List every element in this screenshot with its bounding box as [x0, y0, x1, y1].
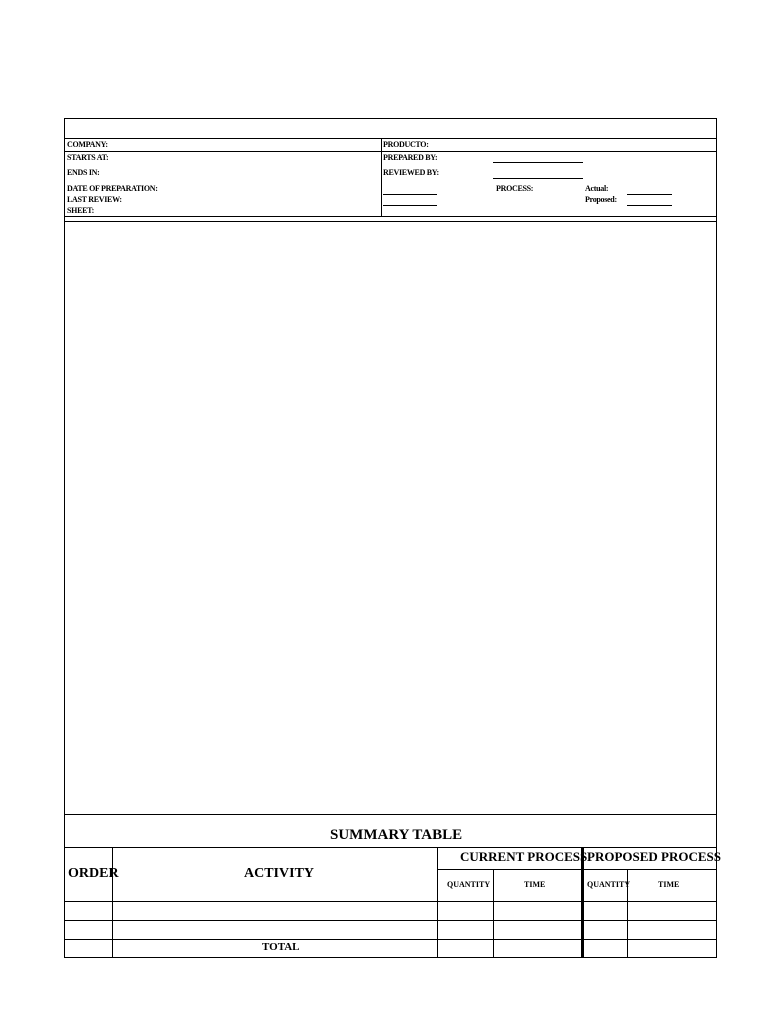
row-1-current-time-cell[interactable]: [494, 902, 580, 919]
last-review-label: LAST REVIEW:: [67, 195, 122, 204]
prepared-by-label: PREPARED BY:: [383, 153, 438, 162]
summary-title-divider: [64, 847, 717, 848]
current-process-header: CURRENT PROCESS: [460, 849, 588, 864]
total-label: TOTAL: [262, 941, 300, 953]
diagram-area-bottom: [64, 814, 717, 815]
last-review-field[interactable]: [383, 205, 437, 206]
proposed-label: Proposed:: [585, 195, 617, 204]
current-quantity-header: QUANTITY: [447, 880, 491, 889]
process-label: PROCESS:: [496, 184, 534, 193]
summary-row-divider-2: [64, 939, 717, 940]
reviewed-by-label: REVIEWED BY:: [383, 168, 439, 177]
summary-table-title: SUMMARY TABLE: [330, 827, 463, 843]
product-label: PRODUCTO:: [383, 140, 429, 149]
reviewed-by-field[interactable]: [493, 178, 583, 179]
row-1-activity-cell[interactable]: [113, 902, 436, 919]
proposed-field[interactable]: [627, 205, 672, 206]
starts-at-label: STARTS AT:: [67, 153, 109, 162]
row-2-proposed-quantity-cell[interactable]: [585, 921, 626, 938]
row-1-current-quantity-cell[interactable]: [438, 902, 492, 919]
row-2-proposed-time-cell[interactable]: [628, 921, 716, 938]
ends-in-label: ENDS IN:: [67, 168, 100, 177]
header-top-divider: [64, 138, 717, 139]
sheet-label: SHEET:: [67, 206, 94, 215]
process-subheader-divider: [437, 869, 717, 870]
current-process-header-cell: [438, 849, 588, 867]
row-1-proposed-time-cell[interactable]: [628, 902, 716, 919]
proposed-quantity-header: QUANTITY: [587, 880, 631, 889]
proposed-time-header: TIME: [658, 880, 680, 889]
row-2-order-cell[interactable]: [65, 921, 111, 938]
prepared-by-field[interactable]: [493, 162, 583, 163]
company-label: COMPANY:: [67, 140, 108, 149]
header-bottom-divider: [64, 216, 717, 217]
row-2-current-quantity-cell[interactable]: [438, 921, 492, 938]
header-bottom-divider-2: [64, 221, 717, 222]
header-column-divider: [381, 138, 382, 216]
row-2-activity-cell[interactable]: [113, 921, 436, 938]
date-of-preparation-label: DATE OF PREPARATION:: [67, 184, 158, 193]
date-of-preparation-field[interactable]: [383, 194, 437, 195]
actual-label: Actual:: [585, 184, 609, 193]
activity-header: ACTIVITY: [244, 866, 315, 881]
header-row-divider: [64, 151, 717, 152]
proposed-process-header: PROPOSED PROCESS: [587, 849, 721, 864]
actual-field[interactable]: [627, 194, 672, 195]
row-2-current-time-cell[interactable]: [494, 921, 580, 938]
row-1-proposed-quantity-cell[interactable]: [585, 902, 626, 919]
order-header: ORDER: [68, 866, 119, 881]
current-time-header: TIME: [524, 880, 546, 889]
row-1-order-cell[interactable]: [65, 902, 111, 919]
